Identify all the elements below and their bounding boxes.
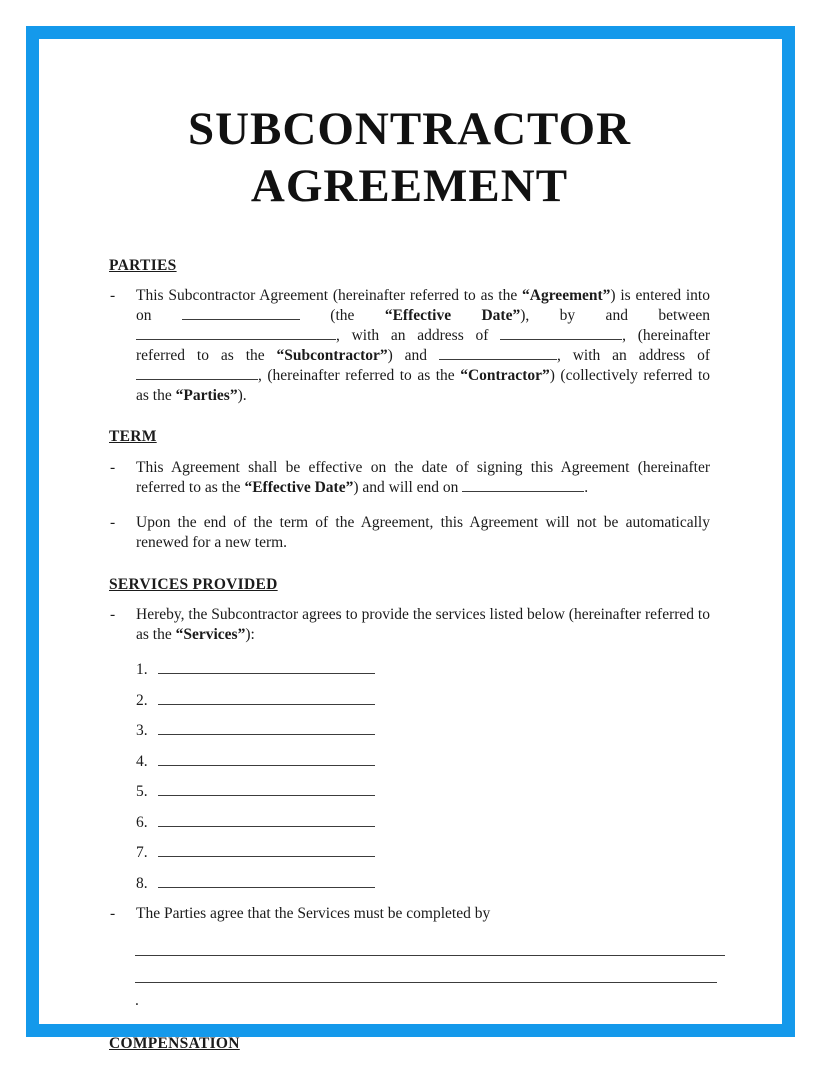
term-clause-1	[109, 458, 710, 498]
service-number: 3.	[136, 722, 148, 740]
completed-by-clause	[109, 904, 710, 924]
dash-bullet: -	[110, 905, 116, 923]
text-run: ) is entered into on	[136, 287, 710, 325]
blank-field	[135, 966, 717, 983]
bold-text-run: “Contractor”	[460, 366, 550, 384]
service-number: 6.	[136, 813, 148, 831]
bold-text-run: “Agreement”	[522, 287, 611, 305]
term-clause-1-text	[136, 458, 710, 498]
service-blank-field	[158, 813, 375, 827]
blank-field	[136, 366, 258, 380]
text-run: Upon the end of the term of the Agreement, this Agreement will not be automatically renewed for a new term.	[136, 513, 710, 551]
bold-text-run: “Services”	[175, 626, 246, 644]
text-run: , (hereinafter referred to as the	[258, 366, 461, 384]
trailing-period: .	[135, 991, 139, 1009]
service-list-row	[136, 721, 710, 739]
bold-text-run: “Parties”	[175, 386, 238, 404]
service-blank-field	[158, 752, 375, 766]
text-run: ), by and between	[520, 307, 710, 325]
text-run: (the	[299, 307, 385, 325]
text-run: ):	[245, 626, 255, 644]
page-border	[26, 26, 795, 1052]
dash-bullet: -	[110, 287, 116, 305]
blank-field	[439, 346, 557, 360]
service-number: 4.	[136, 752, 148, 770]
bold-text-run: “Subcontractor”	[276, 346, 388, 364]
text-run: .	[584, 479, 589, 497]
document-title	[109, 101, 710, 216]
term-clause-2-text	[136, 513, 710, 553]
service-list-row	[136, 782, 710, 800]
services-intro-text	[136, 605, 710, 645]
text-run: , with an address of	[556, 346, 710, 364]
text-run: Hereby, the Subcontractor agrees to provide the services listed below (hereinafter referred to as the	[136, 606, 710, 644]
text-run: This Subcontractor Agreement (hereinafter referred to as the	[136, 287, 523, 305]
blank-field	[136, 326, 336, 340]
service-number: 2.	[136, 691, 148, 709]
text-run: , with an address of	[336, 327, 501, 345]
completed-by-text	[136, 904, 710, 924]
bold-text-run: “Effective Date”	[244, 479, 354, 497]
services-intro-clause	[109, 605, 710, 645]
blank-field	[135, 939, 725, 956]
service-list-row	[136, 752, 710, 770]
service-blank-field	[158, 843, 375, 857]
section-heading-services: SERVICES PROVIDED	[109, 575, 278, 593]
blank-field	[500, 326, 622, 340]
service-list-row	[136, 874, 710, 892]
text-run: ) and will end on	[353, 479, 463, 497]
text-run: The Parties agree that the Services must be completed by	[136, 905, 491, 923]
service-list-row	[136, 843, 710, 861]
service-number: 7.	[136, 844, 148, 862]
parties-clause-text	[136, 286, 710, 405]
service-blank-field	[158, 721, 375, 735]
section-heading-compensation: COMPENSATION	[109, 1034, 240, 1052]
parties-clause	[109, 286, 710, 405]
service-blank-field	[158, 691, 375, 705]
service-list-row	[136, 691, 710, 709]
dash-bullet: -	[110, 459, 116, 477]
term-clause-2	[109, 513, 710, 553]
service-number: 8.	[136, 874, 148, 892]
text-run: ) (collectively referred to as the	[136, 366, 711, 404]
dash-bullet: -	[110, 606, 116, 624]
service-blank-field	[158, 660, 375, 674]
text-run: ) and	[387, 346, 439, 364]
dash-bullet: -	[110, 513, 116, 531]
page-content	[109, 101, 711, 1052]
text-run: ).	[237, 386, 247, 404]
service-list-row	[136, 813, 710, 831]
blank-field	[182, 306, 300, 320]
bold-text-run: “Effective Date”	[384, 307, 521, 325]
service-blank-field	[158, 782, 375, 796]
service-number: 5.	[136, 783, 148, 801]
blank-line-2	[135, 966, 710, 1012]
service-list-row	[136, 660, 710, 678]
services-list	[136, 660, 710, 892]
section-heading-parties: PARTIES	[109, 256, 177, 274]
text-run: This Agreement shall be effective on the date of signing this Agreement (hereinafter referred to as the	[136, 459, 710, 497]
section-heading-term: TERM	[109, 428, 157, 446]
title-line-1: SUBCONTRACTOR	[187, 103, 632, 155]
service-blank-field	[158, 874, 375, 888]
blank-line-1	[135, 939, 710, 963]
text-run: , (hereinafter referred to as the	[136, 327, 710, 364]
blank-field	[462, 478, 584, 492]
title-line-2: AGREEMENT	[250, 160, 569, 213]
service-number: 1.	[136, 661, 148, 679]
